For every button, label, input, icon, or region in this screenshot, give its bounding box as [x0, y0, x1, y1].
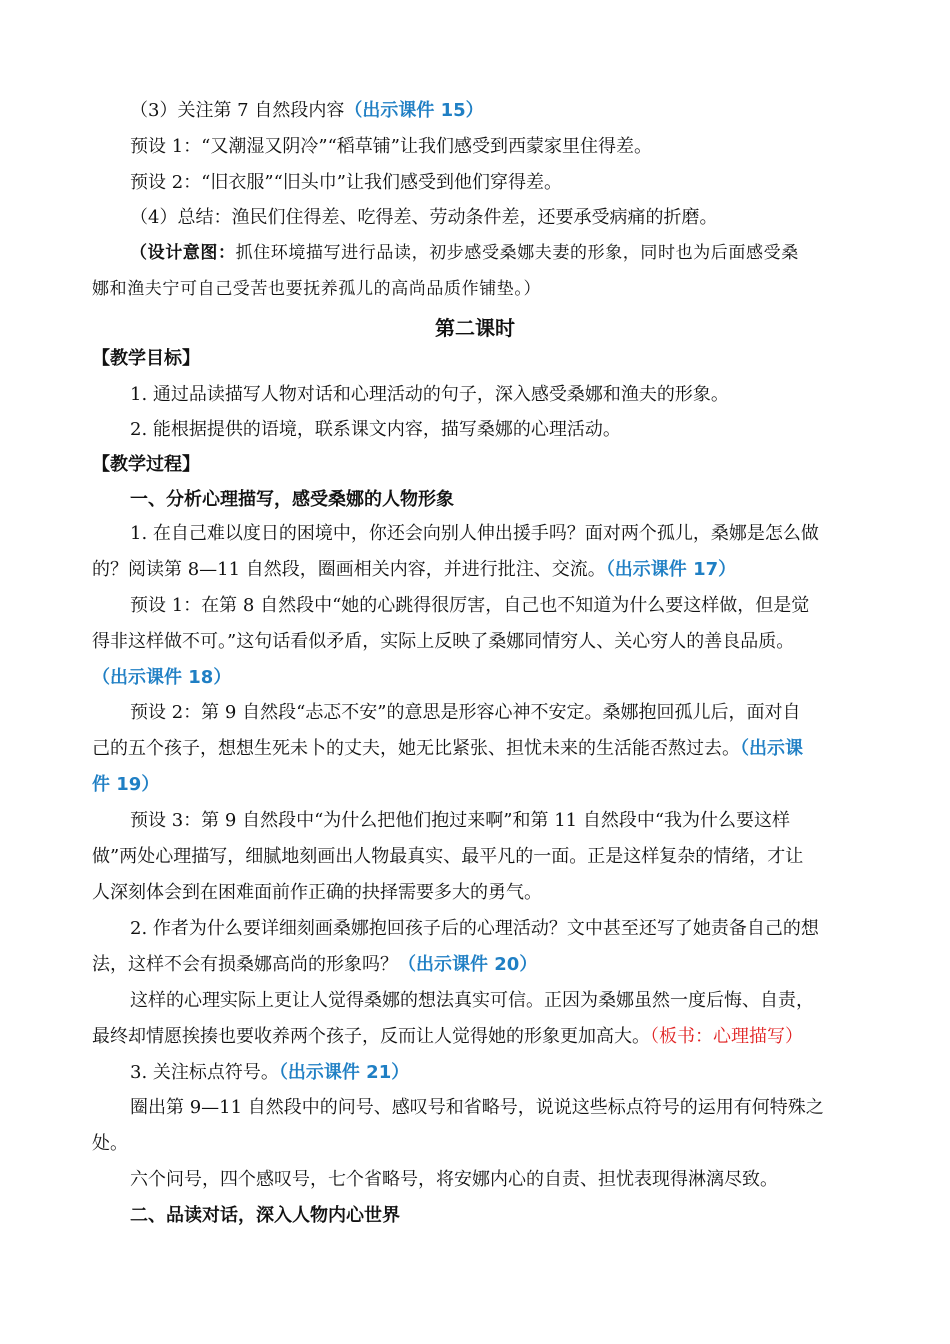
answer-preset-1-continued: 得非这样做不可。”这句话看似矛盾，实际上反映了桑娜同情穷人、关心穷人的善良品质。	[92, 631, 795, 652]
design-intent-label: （设计意图：	[130, 243, 236, 263]
courseware-ref: （出示课件 21）	[278, 1062, 410, 1083]
section-2-heading: 二、品读对话，深入人物内心世界	[130, 1205, 400, 1226]
question-2-text: 法，这样不会有损桑娜高尚的形象吗？	[92, 954, 398, 975]
process-header: 【教学过程】	[92, 454, 200, 475]
design-intent-continued: 娜和渔夫宁可自己受苦也要抚养孤儿的高尚品质作铺垫。）	[92, 279, 542, 299]
blackboard-note: （板书：心理描写）	[650, 1026, 803, 1047]
goal-1: 1. 通过品读描写人物对话和心理活动的句子，深入感受桑娜和渔夫的形象。	[130, 384, 729, 405]
answer-preset-2-text: 己的五个孩子，想想生死未卜的丈夫，她无比紧张、担忧未来的生活能否熬过去。	[92, 738, 740, 759]
answer-preset-3: 预设 3：第 9 自然段中“为什么把他们抱过来啊”和第 11 自然段中“我为什么要这样	[130, 810, 791, 831]
question-1: 1. 在自己难以度日的困境中，你还会向别人伸出援手吗？面对两个孤儿，桑娜是怎么做	[130, 523, 819, 544]
paragraph-4: （4）总结：渔民们住得差、吃得差、劳动条件差，还要承受病痛的折磨。	[130, 207, 718, 228]
design-intent-text: 抓住环境描写进行品读，初步感受桑娜夫妻的形象，同时也为后面感受桑	[235, 243, 799, 263]
courseware-ref: （出示课件 18）	[92, 667, 232, 688]
answer-2-continued	[92, 1024, 803, 1050]
question-2: 2. 作者为什么要详细刻画桑娜抱回孩子后的心理活动？文中甚至还写了她责备自己的想	[130, 918, 819, 939]
question-1-text: 的？阅读第 8—11 自然段，圈画相关内容，并进行批注、交流。	[92, 559, 606, 580]
question-3	[130, 1060, 409, 1086]
question-3-answer: 六个问号，四个感叹号，七个省略号，将安娜内心的自责、担忧表现得淋漓尽致。	[130, 1169, 778, 1190]
courseware-ref-continued: 件 19）	[92, 774, 160, 795]
answer-2-text: 最终却情愿挨揍也要收养两个孩子，反而让人觉得她的形象更加高大。	[92, 1026, 650, 1047]
goal-2: 2. 能根据提供的语境，联系课文内容，描写桑娜的心理活动。	[130, 419, 621, 440]
question-2-continued	[92, 952, 537, 978]
goals-header: 【教学目标】	[92, 348, 200, 369]
question-3-text: 3. 关注标点符号。	[130, 1062, 279, 1083]
courseware-ref: （出示课件 20）	[398, 954, 538, 975]
design-intent	[130, 240, 799, 266]
answer-preset-2-continued	[92, 736, 803, 762]
section-1-heading: 一、分析心理描写，感受桑娜的人物形象	[130, 489, 454, 510]
answer-preset-3-continued: 做”两处心理描写，细腻地刻画出人物最真实、最平凡的一面。正是这样复杂的情绪，才让	[92, 846, 804, 867]
question-3-task: 圈出第 9—11 自然段中的问号、感叹号和省略号，说说这些标点符号的运用有何特殊之	[130, 1097, 824, 1118]
question-1-continued	[92, 557, 736, 583]
question-3-task-continued: 处。	[92, 1133, 128, 1154]
answer-preset-1: 预设 1：在第 8 自然段中“她的心跳得很厉害，自己也不知道为什么要这样做，但是觉	[130, 595, 810, 616]
lesson-title: 第二课时	[435, 316, 515, 340]
answer-preset-2: 预设 2：第 9 自然段“忐忑不安”的意思是形容心神不安定。桑娜抱回孤儿后，面对自	[130, 702, 801, 723]
courseware-ref: （出示课	[740, 738, 803, 759]
answer-preset-3-end: 人深刻体会到在困难面前作正确的抉择需要多大的勇气。	[92, 882, 542, 903]
answer-2: 这样的心理实际上更让人觉得桑娜的想法真实可信。正因为桑娜虽然一度后悔、自责，	[130, 990, 814, 1011]
preset-2: 预设 2：“旧衣服”“旧头巾”让我们感受到他们穿得差。	[130, 172, 562, 193]
courseware-ref: （出示课件 15）	[344, 100, 484, 121]
courseware-ref: （出示课件 17）	[605, 559, 737, 580]
paragraph-3-text: （3）关注第 7 自然段内容	[130, 100, 345, 121]
preset-1: 预设 1：“又潮湿又阴冷”“稻草铺”让我们感受到西蒙家里住得差。	[130, 136, 652, 157]
paragraph-3	[130, 98, 484, 124]
